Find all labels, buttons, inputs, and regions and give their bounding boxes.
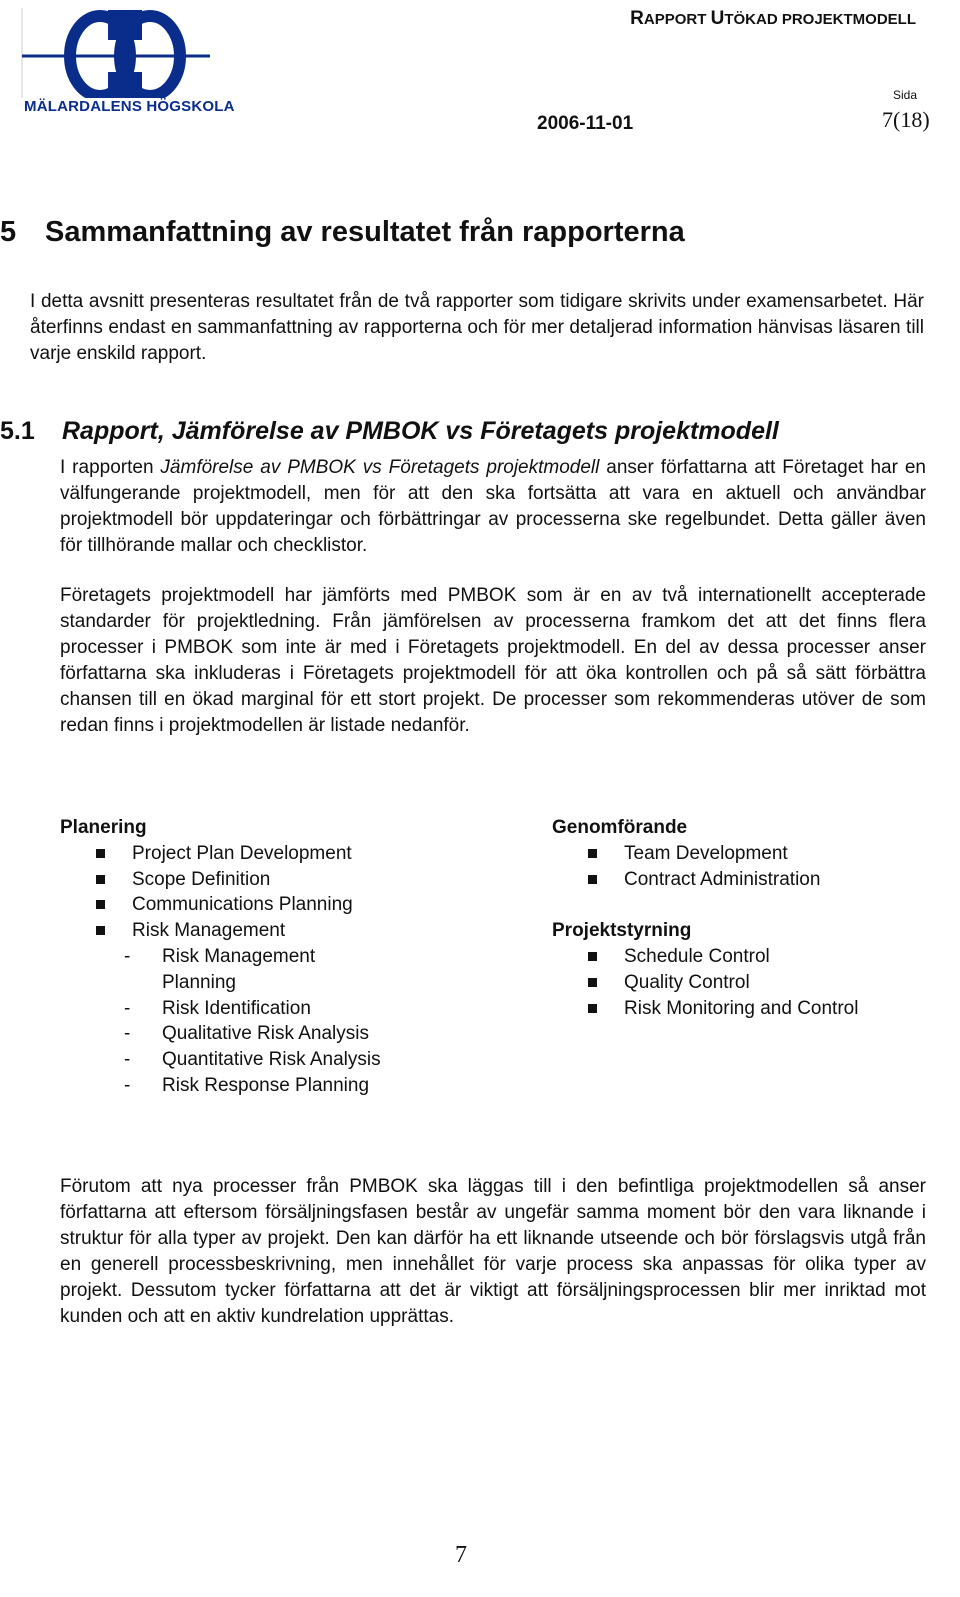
list-item-label: Contract Administration [624,868,821,890]
report-date: 2006-11-01 [537,113,634,134]
list-item-label: Scope Definition [132,868,271,890]
section-number: 5 [0,216,17,248]
report-title-part: R [630,8,644,29]
square-bullet-icon [588,849,597,858]
sub-list-item-label: Risk Management [162,945,316,967]
report-title [630,8,916,30]
section-heading [0,216,685,249]
report-title-part: TÖKAD PROJEKTMODELL [724,11,916,28]
subsection-number: 5.1 [0,417,35,445]
list-item-label: Project Plan Development [132,842,352,864]
sub-list-item [60,944,480,970]
sub-list-item-label: Planning [162,971,236,993]
square-bullet-icon [588,875,597,884]
sub-list-item-label: Risk Identification [162,997,311,1019]
dash-marker: - [124,1023,131,1045]
sub-list-item-label: Quantitative Risk Analysis [162,1049,381,1071]
dash-marker: - [124,1049,131,1071]
list-item-label: Quality Control [624,971,750,993]
paragraph-1-body: anser författarna att Företaget har en välfungerande projektmodell, men för att den ska fortsätta att vara en aktuell och användbar projektmodell bör uppdateringar och förbättringar av processerna ske regelbundet. Detta gäller även för tillhörande mallar och checklistor. [60,457,926,556]
footer-page-number: 7 [455,1542,467,1568]
dash-marker: - [124,1074,131,1096]
paragraph-2: Företagets projektmodell har jämförts med PMBOK som är en av två internationellt accepterade standarder för projektledning. Från jämförelsen av processerna framkom det att det finns flera processer i PMBOK som inte är med i Företagets projektmodell. En del av dessa processer anser författarna ska inkluderas i Företagets projektmodell för att öka kontrollen och på så sätt förbättra chansen till en ökad marginal för ett stort projekt. De processer som rekommenderas utöver de som redan finns i projektmodellen är listade nedanför. [60,585,926,736]
list-item [552,867,952,893]
page-indicator: 7(18) [882,107,930,132]
report-title-part: APPORT [643,11,711,28]
execution-and-control-lists [552,815,952,1022]
sub-list-item [60,996,480,1022]
paragraph-1 [60,455,926,559]
university-logo [20,6,235,118]
list-item [60,841,480,867]
square-bullet-icon [96,849,105,858]
list-item [60,867,480,893]
section-intro: I detta avsnitt presenteras resultatet från de två rapporter som tidigare skrivits under examensarbetet. Här återfinns endast en sammanfattning av rapporterna och för mer detaljerad information hänvisas läsaren till varje enskild rapport. [30,291,924,364]
sub-list-item [60,1073,480,1099]
sub-list-item-label: Risk Response Planning [162,1074,370,1096]
list-spacer [552,892,952,918]
list-heading: Planering [60,817,147,838]
square-bullet-icon [588,978,597,987]
report-title-reference: Jämförelse av PMBOK vs Företagets projektmodell [160,457,600,478]
sub-list-item [60,1021,480,1047]
list-item [552,841,952,867]
list-item [552,970,952,996]
list-heading: Genomförande [552,817,688,838]
dash-marker: - [124,945,131,967]
dash-marker: - [124,997,131,1019]
section-title: Sammanfattning av resultatet från rapporterna [45,216,685,248]
list-item-label: Schedule Control [624,946,770,968]
square-bullet-icon [96,926,105,935]
list-heading: Projektstyrning [552,920,692,942]
planering-list [60,815,480,1099]
logo-text: MÄLARDALENS HÖGSKOLA [24,98,235,115]
square-bullet-icon [96,875,105,884]
logo-emblem-icon [20,6,225,98]
subsection-heading [0,417,779,446]
paragraph-1-lead: I rapporten [60,457,161,478]
list-item [60,892,480,918]
list-item-label: Risk Management [132,920,286,942]
list-item-label: Risk Monitoring and Control [624,997,859,1019]
page-label: Sida [893,88,918,102]
report-title-part: U [710,8,725,29]
subsection-title: Rapport, Jämförelse av PMBOK vs Företagets projektmodell [62,417,779,445]
sub-list-item-continuation [60,970,480,996]
list-item [552,944,952,970]
list-item-label: Communications Planning [132,894,353,916]
paragraph-3: Förutom att nya processer från PMBOK ska läggas till i den befintliga projektmodellen så anser författarna att eftersom försäljningsfasen består av ungefär samma moment bör den vara liknande i struktur för alla typer av projekt. Den kan därför ha ett liknande utseende och bör förslagsvis utgå från en generell processbeskrivning, men innehållet för varje process ska anpassas för olika typer av projekt. Dessutom tycker författarna att det är viktigt att försäljningsprocessen blir mer inriktad mot kunden och att en aktiv kundrelation upprättas. [60,1176,926,1327]
square-bullet-icon [96,900,105,909]
square-bullet-icon [588,952,597,961]
square-bullet-icon [588,1004,597,1013]
list-item-label: Team Development [624,842,788,864]
sub-list-item-label: Qualitative Risk Analysis [162,1023,369,1045]
list-item [552,996,952,1022]
list-item [60,918,480,944]
sub-list-item [60,1047,480,1073]
